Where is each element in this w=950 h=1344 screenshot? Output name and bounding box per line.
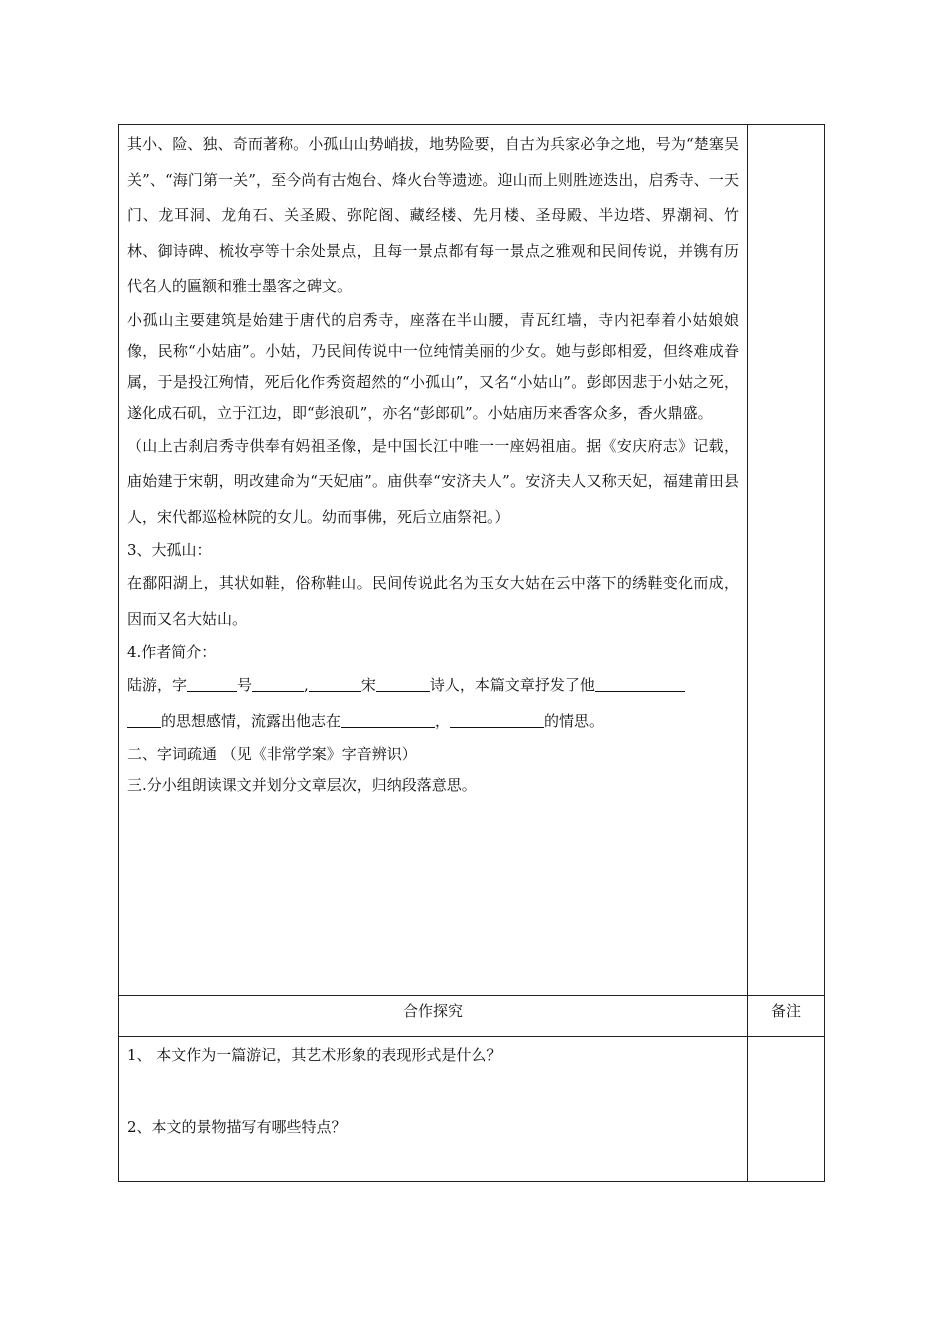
author-text: , bbox=[304, 676, 309, 694]
paragraph-mazu-temple: （山上古刹启秀寺供奉有妈祖圣像，是中国长江中唯一一座妈祖庙。据《安庆府志》记载，庙始建于宋朝，明改建命为“天妃庙”。庙供奉“安济夫人”。安济夫人又称天妃，福建莆田县人，宋代都巡检林院的女儿。幼而事佛，死后立庙祭祀。） bbox=[127, 436, 739, 526]
author-text: 陆游，字 bbox=[127, 676, 188, 694]
paragraph-dagushan: 在鄱阳湖上，其状如鞋，俗称鞋山。民间传说此名为玉女大姑在云中落下的绣鞋变化而成，因而又名大姑山。 bbox=[127, 574, 739, 628]
cooperative-inquiry-header: 合作探究 bbox=[119, 996, 748, 1037]
author-text: 号 bbox=[237, 676, 253, 694]
blank-ambition-2[interactable] bbox=[450, 712, 544, 728]
notes-header: 备注 bbox=[748, 996, 825, 1037]
author-text: 宋 bbox=[360, 676, 376, 694]
blank-feelings-1[interactable] bbox=[595, 676, 685, 692]
paragraph-xiaogushan-scenery: 其小、险、独、奇而著称。小孤山山势峭拔，地势险要，自古为兵家必争之地，号为“楚塞吴关”、“海门第一关”，至今尚有古炮台、烽火台等遗迹。迎山而上则胜迹迭出，启秀寺、一天门、龙耳洞、龙角石、关圣殿、弥陀阁、藏经楼、先月楼、圣母殿、半边塔、界潮祠、竹林、御诗碑、梳妆亭等十余处景点，且每一景点都有每一景点之雅观和民间传说，并镌有历代名人的匾额和雅士墨客之碑文。 bbox=[127, 135, 739, 295]
blank-art-name[interactable] bbox=[252, 676, 304, 692]
blank-feelings-2[interactable] bbox=[127, 712, 161, 728]
blank-courtesy-name[interactable] bbox=[187, 676, 237, 692]
author-text: 诗人，本篇文章抒发了他 bbox=[429, 676, 595, 694]
section-vocabulary: 二、字词疏通 （见《非常学案》字音辨识） bbox=[127, 745, 417, 763]
notes-cell-bottom bbox=[748, 1037, 825, 1182]
author-text: 的情思。 bbox=[544, 711, 605, 730]
heading-dagushan: 3、大孤山： bbox=[127, 541, 212, 559]
author-text: ， bbox=[435, 711, 451, 730]
blank-dynasty-period[interactable] bbox=[376, 676, 430, 692]
blank-ambition-1[interactable] bbox=[341, 712, 435, 728]
content-cell bbox=[119, 125, 748, 996]
notes-cell-top bbox=[748, 125, 825, 996]
author-text: 的思想感情，流露出他志在 bbox=[161, 711, 342, 730]
author-fill-in bbox=[127, 668, 739, 739]
question-2: 2、本文的景物描写有哪些特点？ bbox=[127, 1118, 347, 1136]
paragraph-qixiu-temple: 小孤山主要建筑是始建于唐代的启秀寺，座落在半山腰，青瓦红墙，寺内祀奉着小姑娘娘像，民称“小姑庙”。小姑，乃民间传说中一位纯情美丽的少女。她与彭郎相爱，但终难成眷属，于是投江殉情，死后化作秀资超然的“小孤山”，又名“小姑山”。彭郎因悲于小姑之死，遂化成石矶，立于江边，即“彭浪矶”，亦名“彭郎矶”。小姑庙历来香客众多，香火鼎盛。 bbox=[127, 310, 739, 422]
section-reading-task: 三.分小组朗读课文并划分文章层次，归纳段落意思。 bbox=[127, 776, 477, 794]
worksheet-table bbox=[118, 124, 825, 1182]
question-1: 1、 本文作为一篇游记，其艺术形象的表现形式是什么？ bbox=[127, 1046, 502, 1064]
questions-cell bbox=[119, 1037, 748, 1182]
heading-author-intro: 4.作者简介： bbox=[127, 643, 217, 661]
blank-hometown[interactable] bbox=[309, 676, 361, 692]
